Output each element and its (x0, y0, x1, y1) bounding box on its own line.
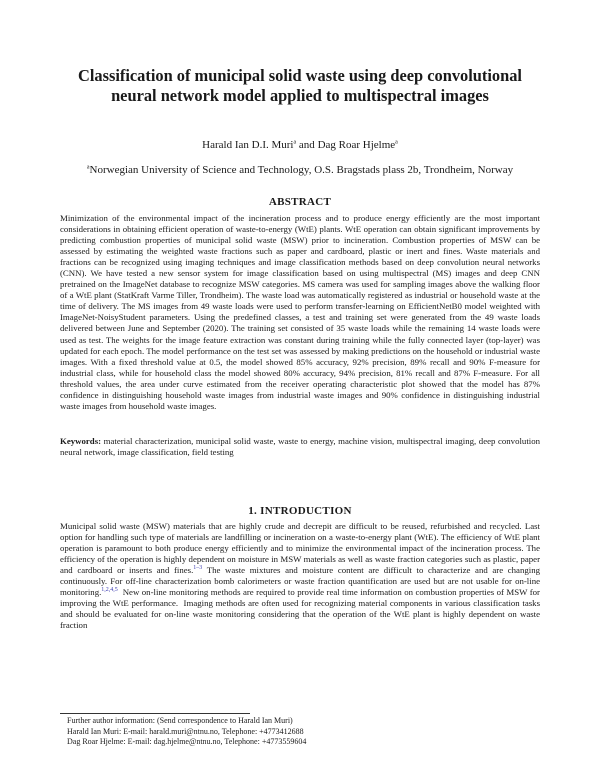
affiliation (40, 163, 560, 177)
intro-text: The waste mixtures and moisture content are difficult to characterize and are changing continuously. For off-line characterization bomb calorimeters or waste fraction quantification are used but are not usable for on-line monitoring. (60, 565, 540, 598)
author-name: Harald Ian D.I. Muri (202, 139, 294, 151)
introduction-body (60, 521, 543, 631)
introduction-heading: 1. INTRODUCTION (248, 505, 352, 517)
keywords-text: material characterization, municipal solid waste, waste to energy, machine vision, multispectral imaging, deep convolution neural network, image classification, field testing (60, 436, 541, 458)
citation-link[interactable]: 1,2,4,5 (101, 587, 118, 594)
footnote-rule (60, 713, 250, 714)
affiliation-text: Norwegian University of Science and Technology, O.S. Bragstads plass 2b, Trondheim, Norway (89, 164, 514, 176)
citation-link[interactable]: 1–3 (193, 565, 203, 572)
author-conjunction: and (296, 139, 318, 151)
author-name: Dag Roar Hjelme (317, 139, 396, 151)
intro-text: Municipal solid waste (MSW) materials that are highly crude and decrepit are difficult to be reused, refurbished and recycled. Last option for handling such type of materials are landfilling or incineration on a waste-to-energy plant (WtE). The efficiency of WtE plant operation is paramount to both produce energy efficiently and to minimize the environmental impact of the incineration process. The efficiency of the operation is highly dependent on moisture in MSW materials as well as waste fraction categories such as plastic, paper and cardboard or inserts and fines. (60, 521, 540, 576)
footnote (60, 716, 540, 748)
keywords-block (60, 436, 540, 458)
abstract-heading: ABSTRACT (268, 196, 332, 208)
author-line (60, 138, 540, 152)
affiliation-marker: a (395, 139, 398, 146)
footnote-line: Further author information: (Send correspondence to Harald Ian Muri) (67, 716, 293, 725)
footnote-line: Harald Ian Muri: E-mail: harald.muri@ntnu.no, Telephone: +4773412688 (67, 726, 304, 736)
footnote-line: Dag Roar Hjelme: E-mail: dag.hjelme@ntnu.no, Telephone: +4773559604 (67, 737, 307, 747)
intro-text: New on-line monitoring methods are required to provide real time information on combustion properties of MSW for improving the WtE performance. Imaging methods are often used for recognizing material components in various classification tasks and should be evaluated for on-line waste monitoring considering that the operation of the WtE plant is highly dependent on waste fraction (60, 587, 543, 631)
affiliation-marker: a (293, 139, 297, 146)
affiliation-marker: a (86, 164, 90, 171)
keywords-label: Keywords: (60, 436, 102, 446)
abstract-body: Minimization of the environmental impact of the incineration process and to produce energy efficiently are the most important considerations in obtaining efficient operation of waste-to-energy (WtE) plants. WtE operation can obtain significant improvements by predicting combustion properties of municipal solid waste (MSW) prior to incineration. Combustion properties of MSW can be assessed by estimating the weighted waste fractions such as paper and cardboard, plastic or inert and fines. Waste materials and fractions can be recognized using imaging techniques and image classification methods based on deep convolution neural networks (CNN). We have tested a new sensor system for image classification based on using multispectral (MS) images and deep CNN pretrained on the ImageNet database to recognize MSW categories. MS camera was used for sampling images above the walking floor of a WtE plant (StatKraft Varme Tiller, Trondheim). The waste load was automatically registered as industrial or household waste at the time of delivery. The MS images from 49 waste loads were used to perform transfer-learning on EfficientNetB0 model weighted with ImageNet-NoisyStudent parameters. Using the predefined classes, a test and training set were generated from the 49 waste loads delivered between June and September (2020). The training set consisted of 35 waste loads while the remaining 14 waste loads were used as test. The weights for the image feature extraction was constant during training while the fully connected layer (top-layer) was updated for each epoch. The model performance on the test set was assessed by making predictions on the household or industrial waste images. With a fixed threshold value at 0.5, the model showed 85% accuracy, 92% precision, 89% recall and 90% F-measure for industrial class, while for household class the model showed 80% accuracy, 94% precision, 81% recall and 87% F-measure. For all threshold values, the area under curve estimated from the receiver operating characteristic plot showed that the model has 87% confidence in distinguishing household waste images from industrial waste images and 90% confidence in distinguishing industrial waste images from household waste images. (60, 213, 540, 411)
paper-title: Classification of municipal solid waste using deep convolutional neural network model applied to multispectral images (78, 66, 522, 105)
